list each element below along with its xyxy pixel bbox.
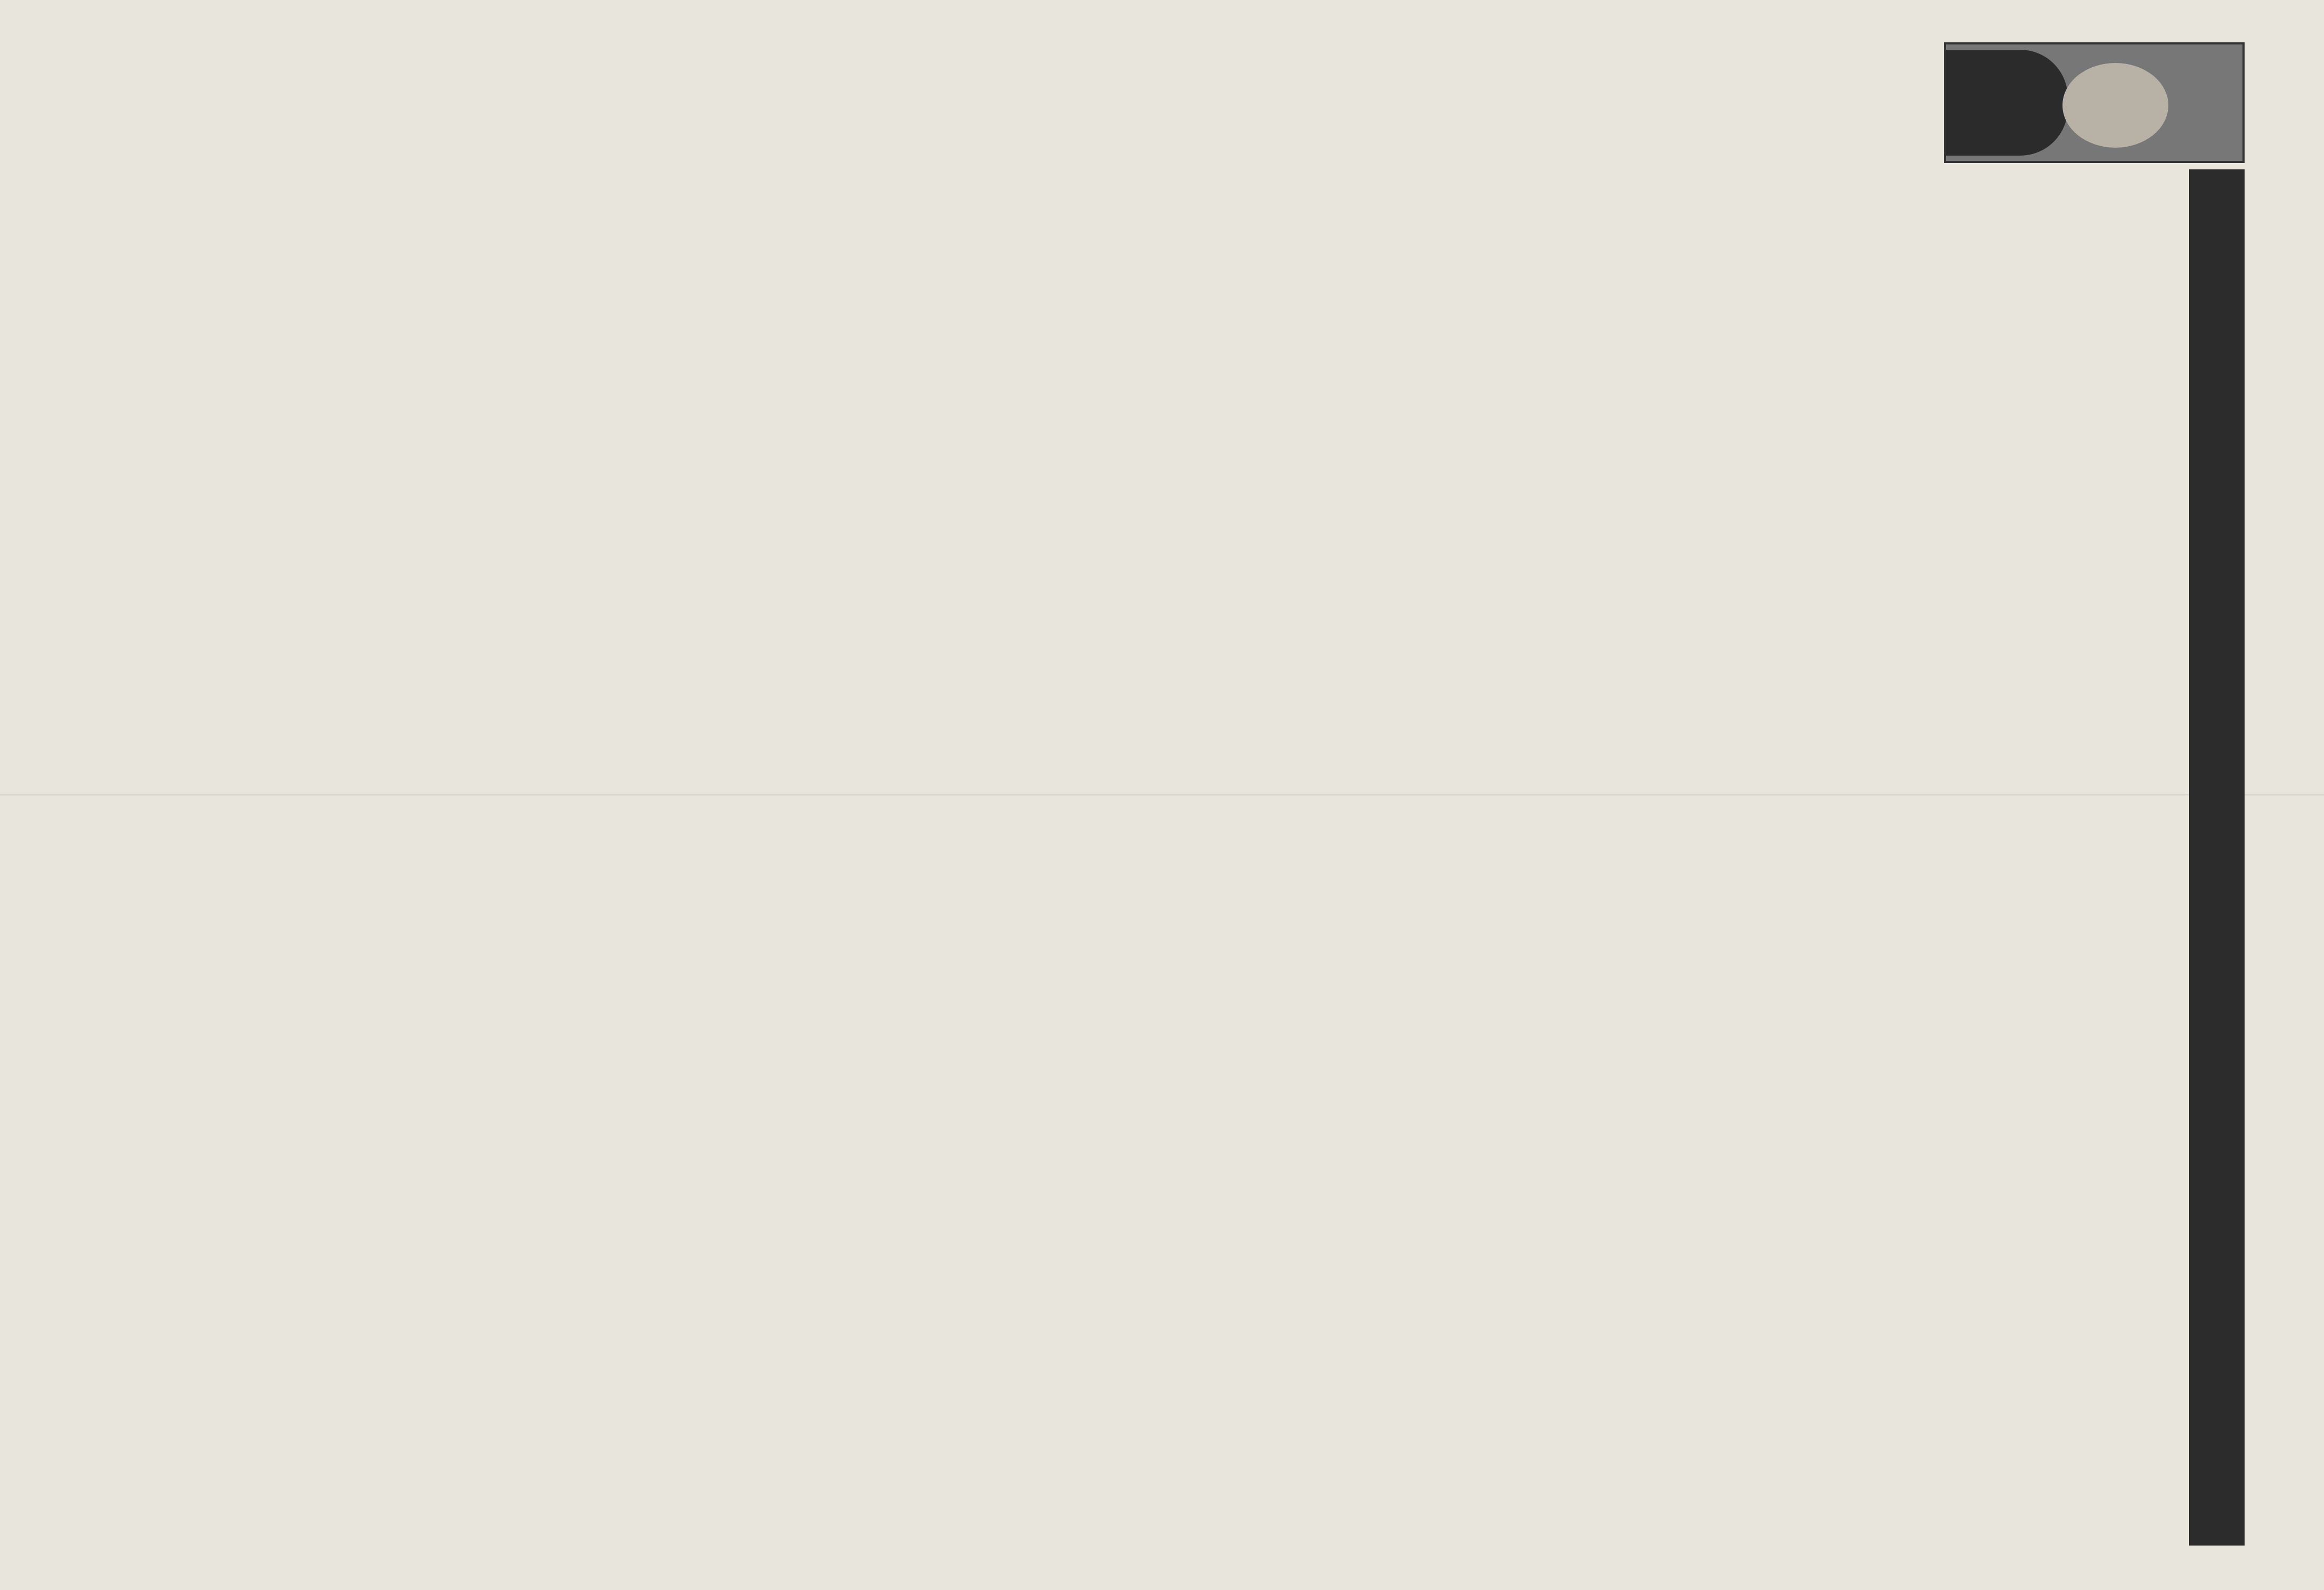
poems-area bbox=[58, 42, 1329, 1567]
section-banner bbox=[2189, 169, 2245, 1546]
page-header bbox=[2250, 0, 2324, 1590]
portrait-photo bbox=[1944, 42, 2245, 163]
article-body bbox=[1382, 169, 2028, 1567]
